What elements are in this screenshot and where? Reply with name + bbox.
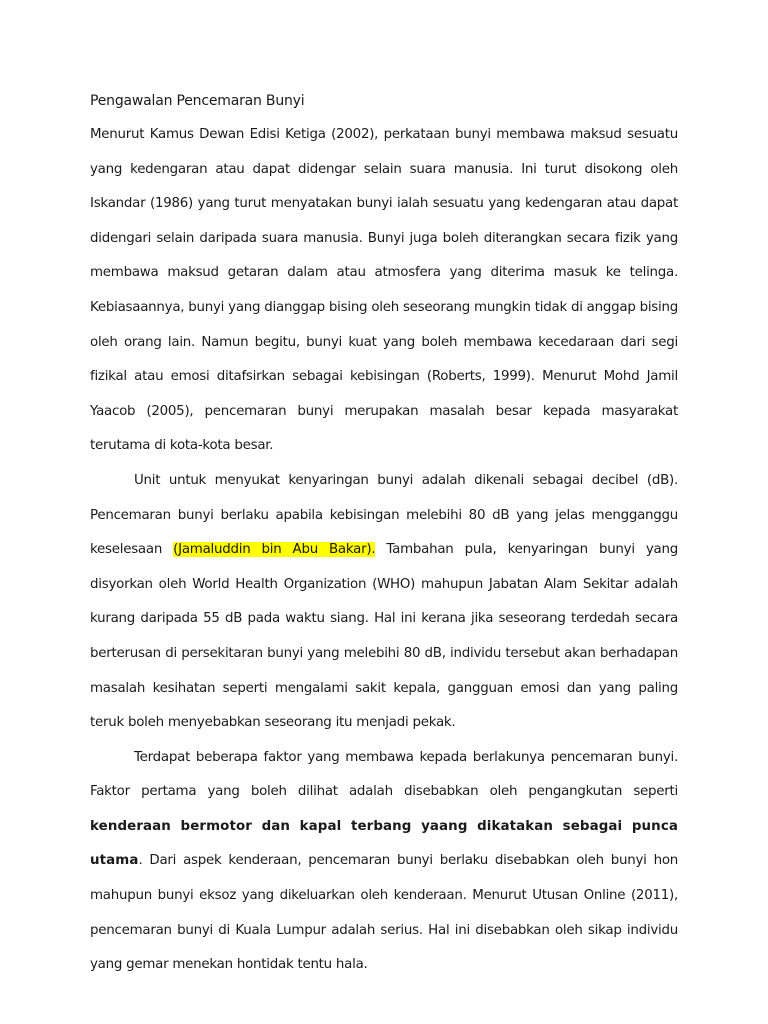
paragraph-3-text-start: Terdapat beberapa faktor yang membawa kepada berlakunya pencemaran bunyi. Faktor pertama yang boleh dilihat adalah disebabkan oleh pengangkutan seperti xyxy=(90,749,678,800)
paragraph-3-text-end: . Dari aspek kenderaan, pencemaran bunyi berlaku disebabkan oleh bunyi hon mahupun bunyi eksoz yang dikeluarkan oleh kenderaan. Menurut Utusan Online (2011), pencemaran bunyi di Kuala Lumpur adalah serius. Hal ini disebabkan oleh sikap individu yang gemar menekan hontidak tentu hala. xyxy=(90,853,678,973)
bold-phrase: kenderaan bermotor dan kapal terbang yaang dikatakan sebagai punca utama xyxy=(90,818,678,869)
paragraph-2 xyxy=(90,464,678,741)
document-title: Pengawalan Pencemaran Bunyi xyxy=(90,93,305,109)
highlighted-citation: (Jamaluddin bin Abu Bakar). xyxy=(173,542,376,558)
paragraph-2-text-start: Unit untuk menyukat kenyaringan bunyi adalah dikenali sebagai decibel (dB). Pencemaran bunyi berlaku apabila kebisingan melebihi 80 dB yang jelas mengganggu keselesaan xyxy=(90,472,678,558)
paragraph-2-text-end: Tambahan pula, kenyaringan bunyi yang disyorkan oleh World Health Organization (WHO) mahupun Jabatan Alam Sekitar adalah kurang daripada 55 dB pada waktu siang. Hal ini kerana jika seseorang terdedah secara berterusan di persekitaran bunyi yang melebihi 80 dB, individu tersebut akan berhadapan masalah kesihatan seperti mengalami sakit kepala, gangguan emosi dan yang paling teruk boleh menyebabkan seseorang itu menjadi pekak. xyxy=(90,542,678,731)
document-body xyxy=(90,88,678,983)
paragraph-1-text: Menurut Kamus Dewan Edisi Ketiga (2002), perkataan bunyi membawa maksud sesuatu yang kedengaran atau dapat didengar selain suara manusia. Ini turut disokong oleh Iskandar (1986) yang turut menyatakan bunyi ialah sesuatu yang kedengaran atau dapat didengari selain daripada suara manusia. Bunyi juga boleh diterangkan secara fizik yang membawa maksud getaran dalam atau atmosfera yang diterima masuk ke telinga. Kebiasaannya, bunyi yang dianggap bising oleh seseorang mungkin tidak di anggap bising oleh orang lain. Namun begitu, bunyi kuat yang boleh membawa kecedaraan dari segi fizikal atau emosi ditafsirkan sebagai kebisingan (Roberts, 1999). Menurut Mohd Jamil Yaacob (2005), pencemaran bunyi merupakan masalah besar kepada masyarakat terutama di kota-kota besar. xyxy=(90,127,678,454)
paragraph-3 xyxy=(90,741,678,983)
paragraph-1 xyxy=(90,118,678,464)
